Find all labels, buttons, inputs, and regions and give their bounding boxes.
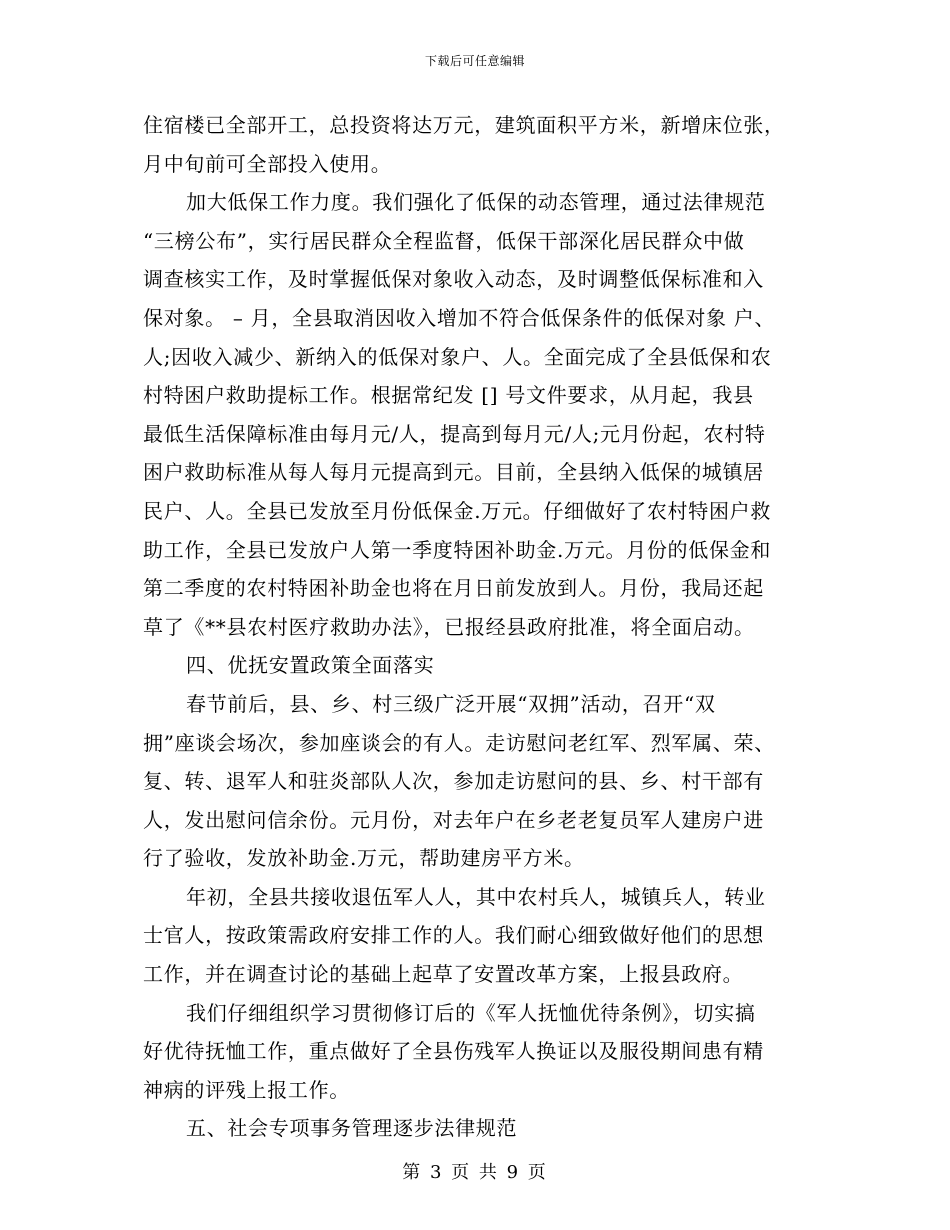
text-line: 住宿楼已全部开工，总投资将达万元，建筑面积平方米，新增床位张， <box>143 113 785 137</box>
text-line: 复、转、退军人和驻炎部队人次，参加走访慰问的县、乡、村干部有 <box>143 769 764 794</box>
text-line: 我们仔细组织学习贯彻修订后的《军人抚恤优待条例》，切实搞 <box>186 1000 756 1025</box>
text-line: 四、优抚安置政策全面落实 <box>186 653 435 678</box>
text-line: 加大低保工作力度。我们强化了低保的动态管理，通过法律规范 <box>186 190 766 215</box>
text-line: 人;因收入减少、新纳入的低保对象户、人。全面完成了全县低保和农 <box>143 344 772 369</box>
text-line: 调查核实工作，及时掌握低保对象收入动态，及时调整低保标准和入 <box>143 267 764 292</box>
text-line: 神病的评残上报工作。 <box>143 1077 350 1102</box>
text-line: 好优待抚恤工作，重点做好了全县伤残军人换证以及服役期间患有精 <box>143 1039 764 1064</box>
text-line: 年初，全县共接收退伍军人人，其中农村兵人，城镇兵人，转业 <box>186 884 766 909</box>
text-line: 民户、人。全县已发放至月份低保金.万元。仔细做好了农村特困户救 <box>143 498 772 523</box>
document-body <box>143 106 803 1148</box>
text-line: 困户救助标准从每人每月元提高到元。目前，全县纳入低保的城镇居 <box>143 460 764 485</box>
text-line: 助工作，全县已发放户人第一季度特困补助金.万元。月份的低保金和 <box>143 537 772 562</box>
text-line: 村特困户救助提标工作。根据常纪发 [] 号文件要求，从月起，我县 <box>143 383 754 408</box>
text-line: 人，发出慰问信余份。元月份，对去年户在乡老老复员军人建房户进 <box>143 807 764 832</box>
text-line: 月中旬前可全部投入使用。 <box>143 151 392 176</box>
page-footer: 第 3 页 共 9 页 <box>402 1162 548 1183</box>
text-line: 工作，并在调查讨论的基础上起草了安置改革方案，上报县政府。 <box>143 962 744 987</box>
text-line: 五、社会专项事务管理逐步法律规范 <box>186 1116 518 1141</box>
page-header: 下载后可任意编辑 <box>424 54 525 68</box>
text-line: 最低生活保障标准由每月元/人，提高到每月元/人;元月份起，农村特 <box>143 421 766 446</box>
text-line: 春节前后，县、乡、村三级广泛开展“双拥”活动，召开“双 <box>186 691 716 716</box>
text-line: “三榜公布”，实行居民群众全程监督，低保干部深化居民群众中做 <box>143 228 745 253</box>
text-line: 行了验收，发放补助金.万元，帮助建房平方米。 <box>143 846 585 871</box>
text-line: 保对象。 – 月，全县取消因收入增加不符合低保条件的低保对象 户、 <box>143 305 776 330</box>
text-line: 第二季度的农村特困补助金也将在月日前发放到人。月份，我局还起 <box>143 576 764 601</box>
text-line: 士官人，按政策需政府安排工作的人。我们耐心细致做好他们的思想 <box>143 923 764 948</box>
text-line: 拥”座谈会场次，参加座谈会的有人。走访慰问老红军、烈军属、荣、 <box>143 730 775 755</box>
text-line: 草了《**县农村医疗救助办法》，已报经县政府批准，将全面启动。 <box>143 614 755 639</box>
